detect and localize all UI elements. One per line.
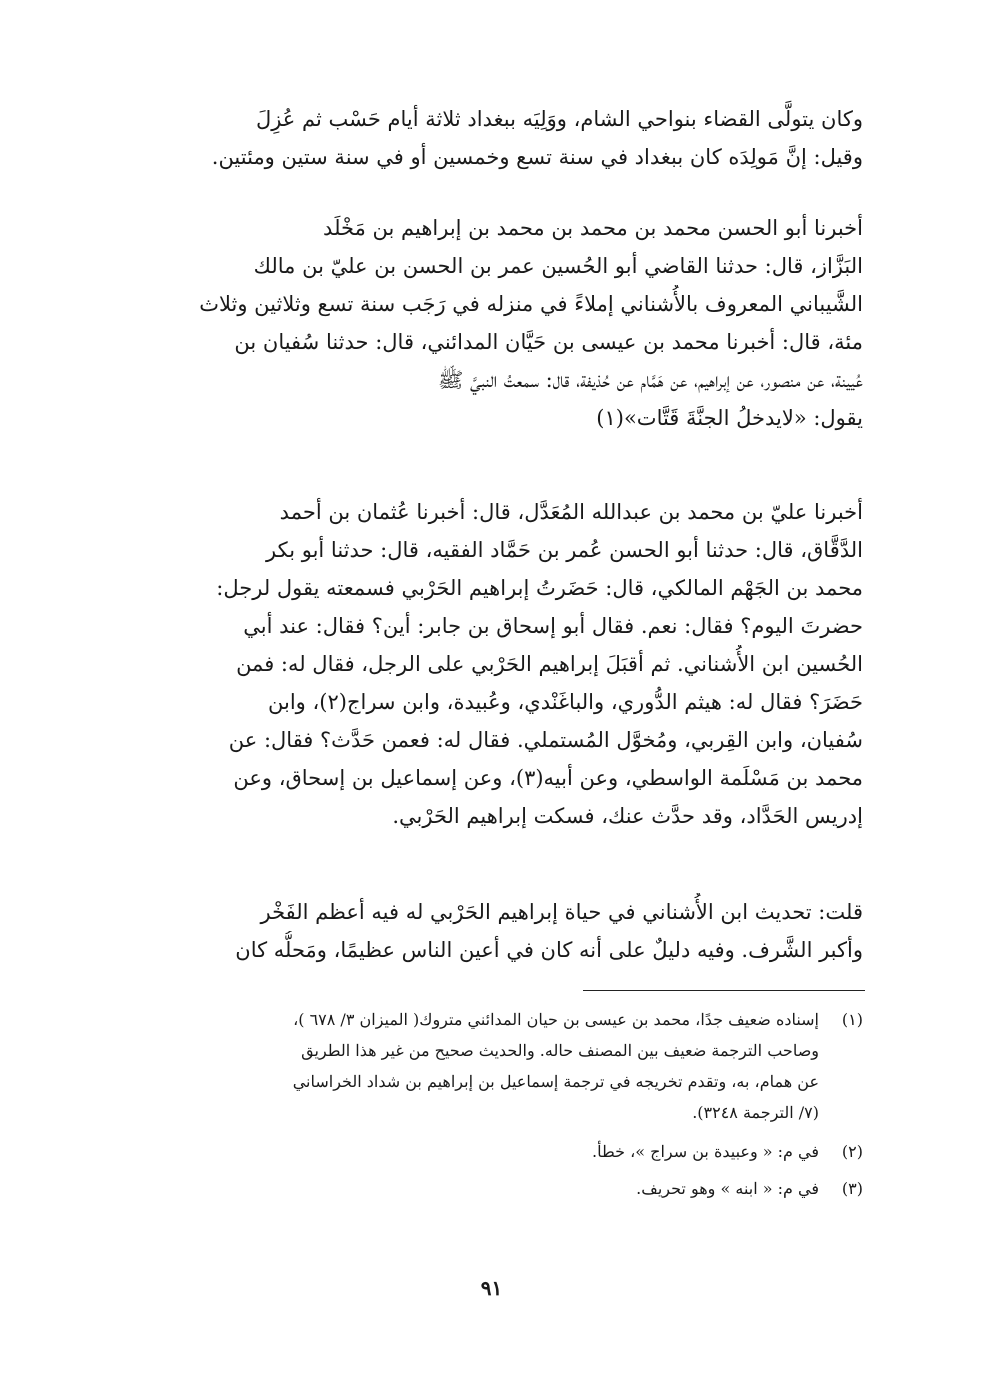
- paragraph-line: الدَّقَّاق، قال: حدثنا أبو الحسن عُمر بن حَمَّاد الفقيه، قال: حدثنا أبو بكر: [266, 538, 863, 562]
- footnote-1: [128, 1004, 863, 1128]
- paragraph-line: الشَّيباني المعروف بالأُشناني إملاءً في منزله في رَجَب سنة تسع وثلاثين وثلاث: [199, 292, 863, 316]
- footnote-line: في م: « ابنه » وهو تحريف.: [636, 1179, 819, 1198]
- footnote-text: [128, 1173, 819, 1204]
- footnote-separator: [583, 990, 865, 991]
- paragraph-line: وكان يتولَّى القضاء بنواحي الشام، ووَلِيَه ببغداد ثلاثة أيام حَسْب ثم عُزِلَ: [255, 107, 863, 131]
- paragraph-3: [128, 493, 863, 835]
- paragraph-line: قلت: تحديث ابن الأُشناني في حياة إبراهيم الحَرْبي له فيه أعظم الفَخْر: [260, 900, 863, 924]
- paragraph-line: مئة، قال: أخبرنا محمد بن عيسى بن حَيَّان المدائني، قال: حدثنا سُفيان بن: [234, 330, 863, 354]
- paragraph-line: حَضَرَ؟ فقال له: هيثم الدُّوري، والباغَنْدي، وعُبيدة، وابن سراج(٢)، وابن: [268, 690, 863, 714]
- paragraph-line: إدريس الحَدَّاد، وقد حدَّث عنك، فسكت إبراهيم الحَرْبي.: [392, 804, 863, 828]
- paragraph-line: سُفيان، وابن القِربي، ومُخوَّل المُستملي. فقال له: فعمن حَدَّث؟ فقال: عن: [228, 728, 863, 752]
- paragraph-line: محمد بن الجَهْم المالكي، قال: حَضَرتُ إبراهيم الحَرْبي فسمعته يقول لرجل:: [216, 576, 863, 600]
- paragraph-line: أخبرنا عليّ بن محمد بن عبدالله المُعَدَّل، قال: أخبرنا عُثمان بن أحمد: [279, 500, 863, 524]
- paragraph-1: [128, 100, 863, 176]
- paragraph-line: وقيل: إنَّ مَولِدَه كان ببغداد في سنة تسع وخمسين أو في سنة ستين ومئتين.: [211, 145, 863, 169]
- footnote-number: (٣): [841, 1179, 863, 1198]
- footnote-line: (٧/ الترجمة ٣٢٤٨).: [692, 1103, 819, 1122]
- footnote-line: وصاحب الترجمة ضعيف بين المصنف حاله. والحديث صحيح من غير هذا الطريق: [301, 1041, 819, 1060]
- paragraph-line: عُيينة، عن منصور، عن إبراهيم، عن هَمَّام عن حُذيفة، قال: سمعتُ النبيَّ ﷺ: [437, 368, 863, 392]
- paragraph-line: أخبرنا أبو الحسن محمد بن محمد بن محمد بن إبراهيم بن مَخْلَد: [323, 216, 863, 240]
- page-number: ٩١: [480, 1276, 503, 1300]
- paragraph-line: حضرتَ اليوم؟ فقال: نعم. فقال أبو إسحاق بن جابر: أين؟ فقال: عند أبي: [243, 614, 863, 638]
- footnote-line: إسناده ضعيف جدًا، محمد بن عيسى بن حيان المدائني متروك( الميزان ٣/ ٦٧٨ )،: [293, 1010, 819, 1029]
- footnote-2: [128, 1136, 863, 1167]
- paragraph-line: الحُسين ابن الأُشناني. ثم أقبَلَ إبراهيم الحَرْبي على الرجل، فقال له: فمن: [236, 652, 863, 676]
- footnote-text: [128, 1004, 819, 1128]
- paragraph-line: وأكبر الشَّرف. وفيه دليلٌ على أنه كان في أعين الناس عظيمًا، ومَحلُّه كان: [235, 938, 863, 962]
- paragraph-4: [128, 893, 863, 969]
- paragraph-line: يقول: «لايدخلُ الجنَّةَ قَتَّات»(١): [596, 406, 863, 430]
- footnote-number: (١): [841, 1010, 863, 1029]
- footnote-number: (٢): [841, 1142, 863, 1161]
- footnote-line: في م: « وعبيدة بن سراج »، خطأ.: [592, 1142, 819, 1161]
- footnotes: [128, 1004, 863, 1204]
- footnote-3: [128, 1173, 863, 1204]
- paragraph-2: [128, 209, 863, 437]
- paragraph-line: محمد بن مَسْلَمة الواسطي، وعن أبيه(٣)، وعن إسماعيل بن إسحاق، وعن: [233, 766, 863, 790]
- footnote-line: عن همام، به، وتقدم تخريجه في ترجمة إسماعيل بن إبراهيم بن شداد الخراساني: [292, 1072, 819, 1091]
- footnote-text: [128, 1136, 819, 1167]
- paragraph-line: البَزَّاز، قال: حدثنا القاضي أبو الحُسين عمر بن الحسن بن عليّ بن مالك: [253, 254, 863, 278]
